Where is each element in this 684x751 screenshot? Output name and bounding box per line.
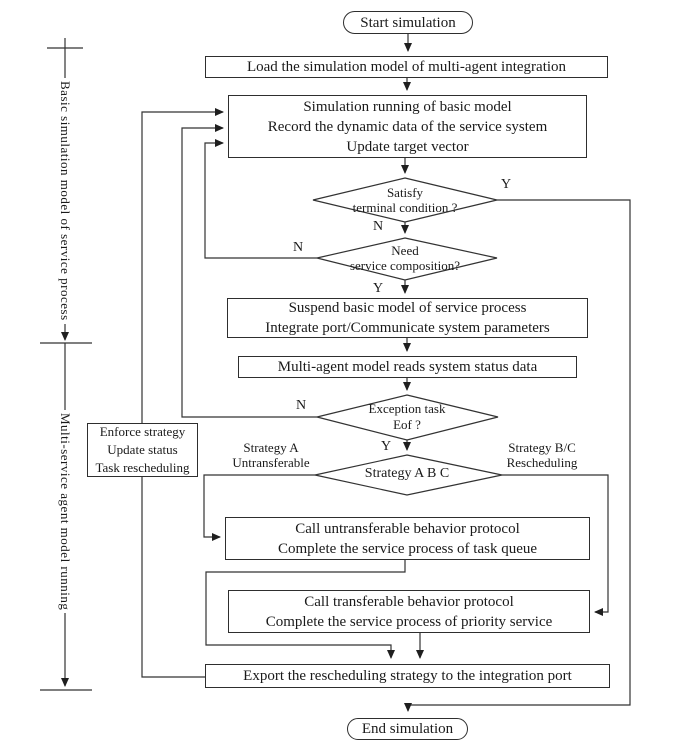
enforce-line3: Task rescheduling (95, 460, 190, 475)
label-exception-yes: Y (381, 439, 392, 454)
label-comp-yes: Y (373, 281, 384, 296)
untransferable-line2: Complete the service process of task queue (277, 540, 538, 557)
strategy-abc-decision (330, 466, 484, 481)
start-label: Start simulation (360, 14, 456, 31)
untransferable-protocol-box (225, 517, 590, 560)
untransferable-line1: Call untransferable behavior protocol (295, 520, 520, 537)
strategy-a-line1: Strategy A (243, 440, 299, 455)
need-composition-decision (330, 243, 480, 273)
transferable-line1: Call transferable behavior protocol (304, 593, 514, 610)
phase-label-basic-simulation: Basic simulation model of service process (57, 78, 73, 324)
load-model-box (205, 56, 608, 78)
strategy-abc-label: Strategy A B C (364, 466, 450, 481)
need-comp-line2: service composition? (349, 258, 461, 273)
strategy-bc-line1: Strategy B/C (508, 440, 576, 455)
phase-label-multi-service: Multi-service agent model running (57, 410, 73, 613)
basic-sim-line3: Update target vector (346, 138, 469, 155)
label-comp-no: N (293, 240, 304, 255)
basic-simulation-box (228, 95, 587, 158)
end-label: End simulation (361, 721, 454, 737)
label-strategy-bc (492, 440, 592, 470)
read-status-label: Multi-agent model reads system status data (277, 359, 538, 375)
basic-sim-line1: Simulation running of basic model (303, 98, 512, 115)
read-status-box (238, 356, 577, 378)
enforce-line1: Enforce strategy (99, 424, 186, 439)
strategy-a-line2: Untransferable (232, 455, 310, 470)
terminal-condition-decision (330, 185, 480, 215)
label-terminal-no: N (373, 219, 384, 234)
start-terminal (343, 11, 473, 34)
suspend-line1: Suspend basic model of service process (288, 300, 527, 316)
export-strategy-label: Export the rescheduling strategy to the integration port (243, 668, 572, 684)
exception-task-decision (330, 401, 484, 433)
need-comp-line1: Need (391, 243, 419, 258)
end-terminal (347, 718, 468, 740)
export-strategy-box (205, 664, 610, 688)
suspend-box (227, 298, 588, 338)
exception-line2: Eof ? (393, 417, 421, 432)
transferable-protocol-box (228, 590, 590, 633)
label-strategy-a (218, 440, 324, 470)
terminal-cond-line1: Satisfy (386, 185, 424, 200)
exception-line1: Exception task (368, 401, 446, 416)
suspend-line2: Integrate port/Communicate system parameters (265, 320, 550, 336)
enforce-line2: Update status (107, 442, 178, 457)
label-exception-no: N (296, 398, 307, 413)
strategy-bc-line2: Rescheduling (506, 455, 578, 470)
enforce-strategy-box (87, 423, 198, 477)
terminal-cond-line2: terminal condition ? (352, 200, 458, 215)
label-terminal-yes: Y (501, 177, 512, 192)
basic-sim-line2: Record the dynamic data of the service system (267, 118, 548, 135)
load-model-label: Load the simulation model of multi-agent integration (246, 59, 567, 75)
transferable-line2: Complete the service process of priority service (265, 613, 553, 630)
